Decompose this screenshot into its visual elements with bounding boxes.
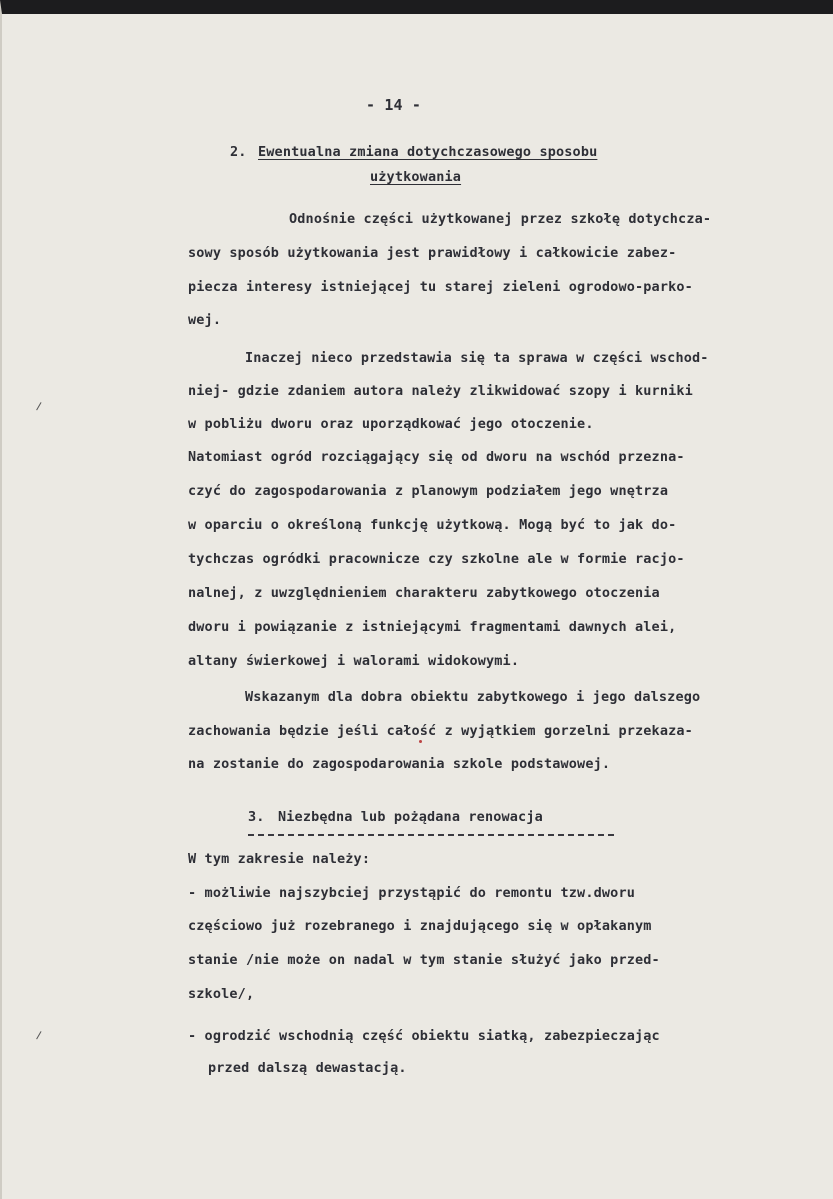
paragraph-line: nalnej, z uwzględnieniem charakteru zabytkowego otoczenia [188, 585, 660, 601]
paragraph-line: na zostanie do zagospodarowania szkole podstawowej. [188, 756, 611, 772]
section-3-number: 3. [248, 809, 265, 825]
section-3-title: Niezbędna lub pożądana renowacja [278, 809, 543, 825]
paragraph-line: wej. [188, 312, 222, 328]
paragraph-line: w pobliżu dworu oraz uporządkować jego otoczenie. [188, 416, 594, 432]
paragraph-line: altany świerkowej i walorami widokowymi. [188, 653, 520, 669]
paragraph-line: przed dalszą dewastacją. [208, 1060, 407, 1076]
paragraph-line: częściowo już rozebranego i znajdującego się w opłakanym [188, 918, 652, 934]
section-3-underline [248, 834, 614, 836]
margin-mark [36, 402, 46, 413]
paragraph-line: W tym zakresie należy: [188, 851, 371, 867]
paragraph-line: stanie /nie może on nadal w tym stanie służyć jako przed- [188, 952, 660, 968]
paragraph-line: czyć do zagospodarowania z planowym podziałem jego wnętrza [188, 483, 669, 499]
paragraph-line: niej- gdzie zdaniem autora należy zlikwidować szopy i kurniki [188, 383, 693, 399]
paragraph-line: sowy sposób użytkowania jest prawidłowy i całkowicie zabez- [188, 245, 677, 261]
bullet-line: - możliwie najszybciej przystąpić do remontu tzw.dworu [188, 885, 635, 901]
paragraph-line: piecza interesy istniejącej tu starej zieleni ogrodowo-parko- [188, 279, 693, 295]
ink-spot [419, 740, 422, 743]
page-number: - 14 - [366, 96, 422, 114]
paragraph-line: zachowania będzie jeśli całość z wyjątkiem gorzelni przekaza- [188, 723, 693, 739]
paragraph-line: szkole/, [188, 986, 255, 1002]
margin-mark [36, 1031, 46, 1042]
paragraph-line: Inaczej nieco przedstawia się ta sprawa w części wschod- [245, 350, 709, 366]
paragraph-line: Natomiast ogród rozciągający się od dworu na wschód przezna- [188, 449, 685, 465]
paragraph-line: dworu i powiązanie z istniejącymi fragmentami dawnych alei, [188, 619, 677, 635]
section-2-title-line2: użytkowania [370, 169, 462, 185]
section-2-title-line1: Ewentualna zmiana dotychczasowego sposobu [258, 144, 598, 160]
paragraph-line: Wskazanym dla dobra obiektu zabytkowego i jego dalszego [245, 689, 701, 705]
paragraph-line: w oparciu o określoną funkcję użytkową. Mogą być to jak do- [188, 517, 677, 533]
section-2-number: 2. [230, 144, 247, 160]
paragraph-line: Odnośnie części użytkowanej przez szkołę dotychcza- [289, 211, 712, 227]
paragraph-line: tychczas ogródki pracownicze czy szkolne ale w formie racjo- [188, 551, 685, 567]
bullet-line: - ogrodzić wschodnią część obiektu siatką, zabezpieczając [188, 1028, 660, 1044]
